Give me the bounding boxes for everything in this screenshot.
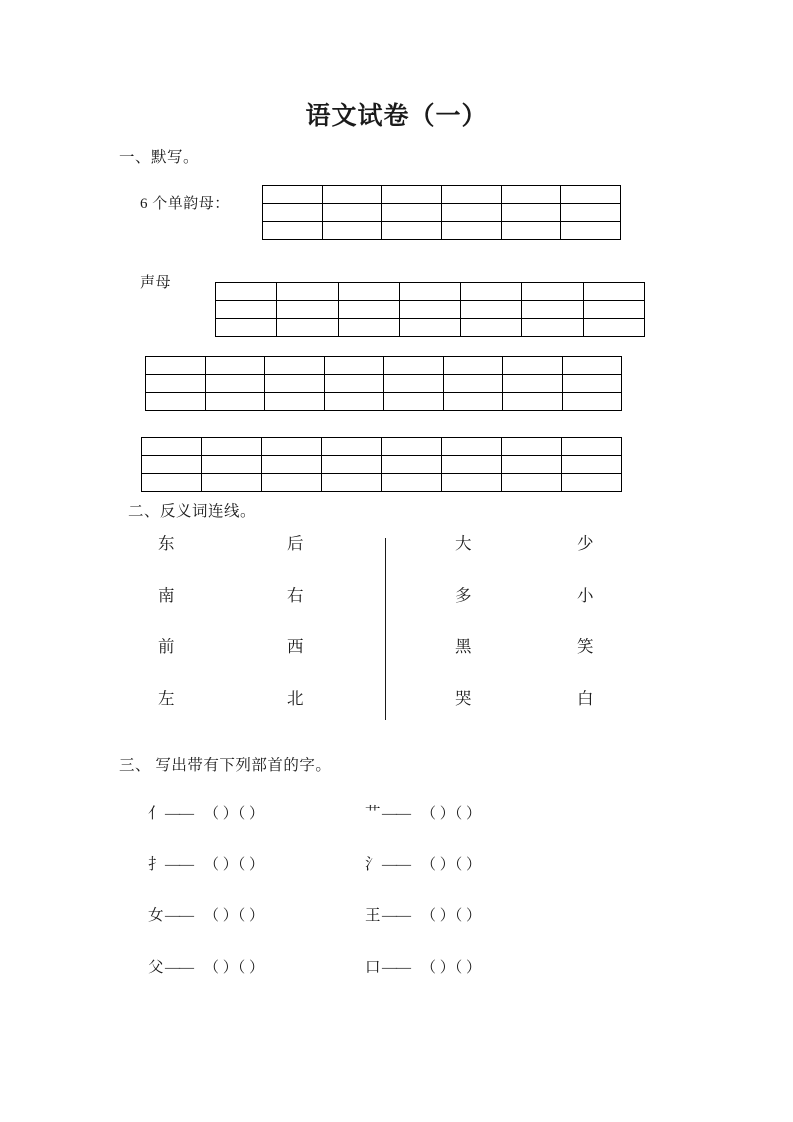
grid-cell[interactable]	[146, 357, 206, 375]
radical-dash: ——	[382, 960, 410, 976]
extra-grid-1[interactable]	[145, 356, 622, 411]
grid-cell[interactable]	[216, 319, 277, 337]
grid-cell[interactable]	[322, 474, 382, 492]
grid-cell[interactable]	[384, 393, 444, 411]
grid-cell[interactable]	[146, 393, 206, 411]
radical-answer-blanks[interactable]: （ ）（ ）	[421, 806, 482, 822]
grid-cell[interactable]	[384, 357, 444, 375]
grid-cell[interactable]	[277, 301, 338, 319]
grid-cell[interactable]	[216, 301, 277, 319]
grid-cell[interactable]	[142, 474, 202, 492]
grid-cell[interactable]	[522, 283, 583, 301]
grid-cell[interactable]	[561, 222, 621, 240]
antonym-word-right-a[interactable]: 多	[455, 586, 472, 605]
grid-cell[interactable]	[442, 456, 502, 474]
grid-cell[interactable]	[382, 456, 442, 474]
section-two-heading: 二、反义词连线。	[128, 503, 257, 520]
grid-cell[interactable]	[205, 393, 265, 411]
radical-character: 艹	[365, 805, 381, 822]
grid-cell[interactable]	[461, 301, 522, 319]
radical-answer-blanks[interactable]: （ ）（ ）	[204, 806, 265, 822]
grid-cell[interactable]	[583, 319, 644, 337]
grid-cell[interactable]	[561, 204, 621, 222]
radical-row	[148, 852, 668, 878]
radical-dash: ——	[165, 857, 193, 873]
antonym-word-left-a[interactable]: 左	[158, 689, 175, 708]
grid-cell[interactable]	[522, 301, 583, 319]
grid-row	[146, 357, 622, 375]
antonym-word-left-b[interactable]: 西	[287, 637, 304, 656]
grid-cell[interactable]	[322, 456, 382, 474]
grid-cell[interactable]	[384, 375, 444, 393]
grid-cell[interactable]	[503, 357, 563, 375]
radical-answer-blanks[interactable]: （ ）（ ）	[204, 857, 265, 873]
antonym-word-left-b[interactable]: 右	[287, 586, 304, 605]
group-divider-line	[385, 538, 386, 720]
grid-cell[interactable]	[322, 222, 382, 240]
radical-row	[148, 903, 668, 929]
grid-cell[interactable]	[265, 393, 325, 411]
section-one-heading: 一、默写。	[119, 149, 200, 166]
grid-row	[263, 186, 621, 204]
radical-character: 王	[365, 907, 381, 924]
grid-cell[interactable]	[441, 204, 501, 222]
grid-cell[interactable]	[443, 375, 503, 393]
antonym-word-right-b[interactable]: 白	[577, 689, 594, 708]
grid-cell[interactable]	[443, 393, 503, 411]
antonym-word-left-a[interactable]: 前	[158, 637, 175, 656]
radical-item	[148, 903, 264, 925]
antonym-word-right-a[interactable]: 黑	[455, 637, 472, 656]
consonants-grid[interactable]	[215, 282, 645, 337]
radical-dash: ——	[165, 908, 193, 924]
grid-cell[interactable]	[441, 186, 501, 204]
grid-row	[216, 319, 645, 337]
grid-cell[interactable]	[561, 186, 621, 204]
grid-row	[142, 456, 622, 474]
grid-cell[interactable]	[338, 301, 399, 319]
radical-dash: ——	[382, 806, 410, 822]
grid-cell[interactable]	[441, 222, 501, 240]
grid-cell[interactable]	[202, 456, 262, 474]
grid-cell[interactable]	[562, 474, 622, 492]
grid-cell[interactable]	[442, 438, 502, 456]
grid-row	[142, 474, 622, 492]
radical-character: 氵	[365, 856, 381, 873]
grid-cell[interactable]	[262, 456, 322, 474]
radical-answer-blanks[interactable]: （ ）（ ）	[421, 908, 482, 924]
grid-cell[interactable]	[562, 393, 622, 411]
antonym-word-left-a[interactable]: 南	[158, 586, 175, 605]
grid-cell[interactable]	[399, 301, 460, 319]
radical-item	[365, 903, 481, 925]
radical-character: 口	[365, 959, 381, 976]
radical-answer-blanks[interactable]: （ ）（ ）	[204, 960, 265, 976]
section-three-heading: 三、 写出带有下列部首的字。	[119, 757, 332, 774]
radical-character: 亻	[148, 805, 164, 822]
grid-cell[interactable]	[324, 357, 384, 375]
grid-cell[interactable]	[382, 438, 442, 456]
grid-cell[interactable]	[338, 283, 399, 301]
grid-cell[interactable]	[263, 186, 323, 204]
grid-cell[interactable]	[562, 357, 622, 375]
grid-row	[216, 283, 645, 301]
grid-cell[interactable]	[263, 204, 323, 222]
grid-cell[interactable]	[205, 375, 265, 393]
radical-item	[365, 801, 481, 823]
grid-cell[interactable]	[216, 283, 277, 301]
grid-cell[interactable]	[502, 456, 562, 474]
grid-cell[interactable]	[562, 438, 622, 456]
consonants-label: 声母	[140, 275, 172, 291]
radical-item	[365, 955, 481, 977]
antonym-word-right-b[interactable]: 小	[577, 586, 594, 605]
radical-dash: ——	[382, 908, 410, 924]
radical-row	[148, 801, 668, 827]
radical-dash: ——	[165, 960, 193, 976]
radical-character: 父	[148, 959, 164, 976]
radical-character: 女	[148, 907, 164, 924]
grid-cell[interactable]	[399, 319, 460, 337]
grid-cell[interactable]	[324, 375, 384, 393]
grid-cell[interactable]	[205, 357, 265, 375]
grid-cell[interactable]	[142, 438, 202, 456]
radical-answer-blanks[interactable]: （ ）（ ）	[421, 857, 482, 873]
radical-item	[148, 801, 264, 823]
grid-cell[interactable]	[503, 375, 563, 393]
grid-cell[interactable]	[265, 357, 325, 375]
grid-cell[interactable]	[322, 204, 382, 222]
radical-item	[148, 955, 264, 977]
radical-row	[148, 955, 668, 981]
grid-cell[interactable]	[562, 375, 622, 393]
grid-cell[interactable]	[442, 474, 502, 492]
vowels-label: 6 个单韵母：	[140, 196, 230, 212]
grid-cell[interactable]	[322, 438, 382, 456]
grid-cell[interactable]	[382, 186, 442, 204]
grid-cell[interactable]	[461, 283, 522, 301]
page-title: 语文试卷（一）	[305, 103, 488, 130]
radical-character: 扌	[148, 856, 164, 873]
antonym-word-right-b[interactable]: 少	[577, 534, 594, 553]
grid-row	[142, 438, 622, 456]
grid-row	[263, 222, 621, 240]
grid-cell[interactable]	[265, 375, 325, 393]
grid-cell[interactable]	[501, 204, 561, 222]
radical-answer-blanks[interactable]: （ ）（ ）	[421, 960, 482, 976]
radical-dash: ——	[382, 857, 410, 873]
grid-cell[interactable]	[277, 319, 338, 337]
grid-cell[interactable]	[583, 283, 644, 301]
grid-cell[interactable]	[501, 186, 561, 204]
grid-cell[interactable]	[443, 357, 503, 375]
extra-grid-2[interactable]	[141, 437, 622, 492]
grid-cell[interactable]	[338, 319, 399, 337]
antonym-word-left-b[interactable]: 后	[287, 534, 304, 553]
grid-cell[interactable]	[562, 456, 622, 474]
antonym-word-right-a[interactable]: 哭	[455, 689, 472, 708]
grid-cell[interactable]	[262, 474, 322, 492]
grid-cell[interactable]	[382, 474, 442, 492]
grid-row	[216, 301, 645, 319]
radical-dash: ——	[165, 806, 193, 822]
grid-cell[interactable]	[142, 456, 202, 474]
antonym-matching-area	[0, 536, 793, 726]
vowels-grid[interactable]	[262, 185, 621, 240]
grid-row	[263, 204, 621, 222]
antonym-word-left-b[interactable]: 北	[287, 689, 304, 708]
grid-cell[interactable]	[502, 438, 562, 456]
grid-cell[interactable]	[583, 301, 644, 319]
grid-cell[interactable]	[501, 222, 561, 240]
antonym-word-left-a[interactable]: 东	[158, 534, 175, 553]
grid-cell[interactable]	[461, 319, 522, 337]
grid-cell[interactable]	[503, 393, 563, 411]
radical-item	[365, 852, 481, 874]
grid-cell[interactable]	[202, 438, 262, 456]
grid-cell[interactable]	[322, 186, 382, 204]
grid-cell[interactable]	[146, 375, 206, 393]
grid-row	[146, 393, 622, 411]
grid-cell[interactable]	[262, 438, 322, 456]
antonym-word-right-b[interactable]: 笑	[577, 637, 594, 656]
grid-cell[interactable]	[399, 283, 460, 301]
grid-cell[interactable]	[382, 204, 442, 222]
grid-cell[interactable]	[324, 393, 384, 411]
grid-cell[interactable]	[502, 474, 562, 492]
grid-cell[interactable]	[263, 222, 323, 240]
grid-cell[interactable]	[202, 474, 262, 492]
grid-cell[interactable]	[382, 222, 442, 240]
grid-row	[146, 375, 622, 393]
grid-cell[interactable]	[522, 319, 583, 337]
grid-cell[interactable]	[277, 283, 338, 301]
radical-answer-blanks[interactable]: （ ）（ ）	[204, 908, 265, 924]
antonym-word-right-a[interactable]: 大	[455, 534, 472, 553]
radical-item	[148, 852, 264, 874]
